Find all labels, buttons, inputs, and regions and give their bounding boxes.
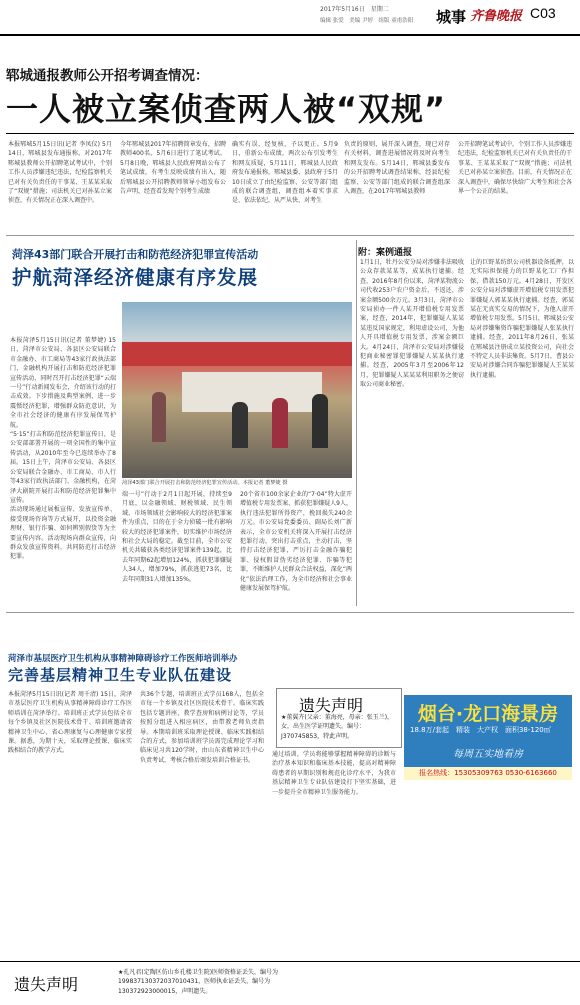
lead-column-3: 确实有误，经复核，予以更正。5月9日，重新公布成绩，两次公布引发考生和网友质疑，5月11日，郓城县人民政府发布通报称，郓城县委、县政府于5月10日成立了由纪检监察、公安等部门组成的联合调查组，调查组本着实事求是、依法依纪，从严从快、对考生 [232, 141, 338, 205]
story2-paragraph: “5·15”打击和防范经济犯罪宣传日，是公安部部署开展的一项全国性的集中宣传活动，从2010年至今已连续举办了8届。15日上午，菏泽市公安局、各县区公安局联合金融办、市工商局、市人行等43家行政执法部门、金融机构，在菏泽大剧院开展打击和防范经济犯罪集中宣传。 [10, 431, 116, 504]
person-figure [272, 398, 288, 448]
column-rule [356, 240, 357, 606]
page-number: C03 [530, 5, 556, 21]
ad-phone: 报名热线：15305309763 0530-6163660 [404, 767, 572, 780]
bottom-rule [0, 961, 580, 962]
realestate-ad [404, 695, 572, 780]
person-figure [312, 394, 328, 448]
page-header [0, 0, 580, 36]
lost-notice-title: 遗失声明 [299, 696, 364, 715]
section-divider [6, 612, 574, 613]
story2-column-1: 本报菏泽5月15日讯(记者 董梦婕) 15日，菏泽市公安局、各县区公安局联合市金融办、市工商局等43家行政执法部门，金融机构开展打击和防范经济犯罪宣传活动，同时召开打击经济犯罪“云端一号”行动新闻发布会，介绍该行动的打击成效。下步措施及典型案例，进一步震慑经济犯罪，增强群众防范意识，为全市社会经济的健康有序发展保驾护航。 “5·15”打击和防范经济犯罪宣传日，是公安部部署开展的一项全国性的集中宣传活动，从2010年至今已连续举办了8届。15日上午，菏泽市公安局、各县区公安局联合金融办、市工商局、市人行等43家行政执法部门、金融机构，在菏泽大剧院开展打击和防范经济犯罪集中宣传。 活动现场通过展板宣传、发放宣传单、接受现场咨询等方式展开，以投资金融理财、银行诈骗、如何辨别假货等为主要宣传内容。活动现场向群众宣传，向群众发放宣传资料，共同防范打击经济犯罪。 [10, 337, 116, 561]
section-divider [6, 235, 574, 236]
lost-notice-title-2: 遗失声明 [14, 975, 79, 994]
story2-column-hidden-a [10, 520, 11, 521]
lost-notice-box [276, 688, 402, 748]
story3-column-1: 本报菏泽5月15日讯(记者 周千清) 15日，菏泽市基层医疗卫生机构从事精神障碍诊疗工作医师培训在菏泽举行。培训班正式学员包括全市每个乡镇及社区医院技术骨干、培训班邀请省精神卫生中心、省心理康复与心理健康专家授课。据悉，为期十天，采取理论授课、临床实践相结合的教学方式。 [8, 691, 132, 755]
person-figure [152, 392, 166, 442]
story2-subtitle: 菏泽43部门联合开展打击和防范经济犯罪宣传活动 [12, 248, 259, 261]
attachment-column-2: 让的巨野某纺织公司机器设备抵押，以无实际担保能力的巨野某化工厂作担保，借款150万元。4月28日，开发区公安分局对涉嫌虚开增值税专用发票犯罪嫌疑人郭某某执行逮捕。经查，郭某某在无真实交易的情况下，为他人虚开增值税专用发票。5月5日，郓城县公安局对涉嫌集资诈骗犯罪嫌疑人张某执行逮捕。经查，2011年8月26日，张某在郓城县注册成立某投资公司，向社会不特定人员非法集资。5月7日，曹县公安局对涉嫌合同诈骗犯罪嫌疑人王某某执行逮捕。 [470, 259, 574, 379]
attachment-title: 附：案例通报 [358, 248, 413, 258]
story3-headline: 完善基层精神卫生专业队伍建设 [8, 666, 233, 684]
lead-column-4: 负责的原则，展开深入调查，现已对存有关材料，调查进展情况将及时向考生和网友发布。5月14日，郓城县委发布的公开招聘考试调查结果称，经县纪检监察、公安等部门组成的联合调查组深入调查，在2017年郓城县教师 [344, 141, 450, 196]
newspaper-logo: 齐鲁晚报 [470, 9, 523, 24]
story3-column-2: 共36个专题，培训班正式学员168人，包括全市每一个乡镇及社区医院技术骨干。临床实践包括专题讲座、教学查房和病例讨论等，学员按照分组进入相应病区，由带教老师负责指导。本期培训班采取理论授课、临床实践相结合的方式，参加培训班学员需完成理论学习和临床见习共120学时，由山东省精神卫生中心负责考试，考核合格后颁发培训合格证书。 [140, 691, 264, 764]
header-rule [0, 34, 580, 36]
lead-column-5: 公开招聘笔试考试中，个别工作人员涉嫌违纪违法，纪检监察机关已对有关负责任的干事某、王某某采取了“双规”措施；司法机关已对孙某立案侦查。目前，有关情况正在深入调查中，确保尽快给广大考生和社会各界一个公正的结果。 [458, 141, 572, 196]
lead-subtitle: 郓城通报教师公开招考调查情况： [6, 68, 209, 84]
story2-extra [10, 612, 11, 613]
section-name: 城事 [436, 8, 467, 26]
lost-notice-body-2: ★孔凡君(定陶区仿山乡孔楼卫生院)医师资格证丢失，编号为199837130372037010431，医师执业证丢失，编号为130372923000015，声明遗失。 [118, 969, 279, 995]
ad-subtitle: 18.8万/套起 精装 大产权 面积38-120㎡ [410, 726, 551, 734]
lost-notice-body: ★董翼卉(父亲：董海亮，母亲：张玉兰)，女，出生医学证明遗失，编号：J370745853，特此声明。 [281, 714, 394, 740]
attachment-column-1: 1月1日，牡丹公安分局对涉嫌非法吸收公众存款某某等，成某执行逮捕。经查，2016年8月份以来，菏泽某物流公司代收253户农户资金后，不返还，涉案金额500余万元。3月3日，菏泽市公安局侦办一件人某开增值税专用发票案，经查，2014年，犯罪嫌疑人某某某违反国家规定，利用虚设公司，为他人开具增值税专用发票，涉案金额巨大。4月24日，菏泽市公安局对涉嫌侵犯商业秘密罪犯罪嫌疑人某某执行逮捕。经查，2005年3月至2006年12月，犯罪嫌疑人某某某利用职务之便窃取公司商业秘密。 [360, 259, 464, 389]
display-boards [182, 372, 322, 412]
editor-credits: 编辑 张爱 美编 尹婷 组版 童甫浩阳 [320, 18, 414, 24]
photo-caption: 菏泽43部门联合开展打击和防范经济犯罪宣传活动。本报记者 董梦婕 摄 [122, 480, 288, 486]
lead-column-2: 今年郓城县2017年招聘简章发布，招聘教师400名，5月6日进行了笔试考试。5月8日晚，郓城县人民政府网站公布了笔试成绩，有考生反映成绩有出入，随后郓城县公开招聘教师领导小组发布公告声明，经查看发现个别考生成绩 [120, 141, 226, 196]
lead-headline: 一人被立案侦查两人被“双规” [6, 90, 447, 128]
lead-column-1: 本报郓城5月15日讯(记者 李凤仪) 5月14日，郓城县发布通报称，对2017年郓城县教师公开招聘笔试考试中，个别工作人员涉嫌违纪违法，纪检监察机关已对有关负责任的干事某、王某某采取了“双规”措施；司法机关已对孙某立案侦查，有关情况正在深入调查中。 [8, 141, 112, 205]
ad-tagline: 每周五实地看房 [453, 749, 523, 760]
issue-date: 2017年5月16日 星期二 [320, 6, 389, 13]
story3-subtitle: 菏泽市基层医疗卫生机构从事精神障碍诊疗工作医师培训举办 [8, 654, 238, 664]
red-tent [122, 342, 352, 366]
story2-paragraph: 活动现场通过展板宣传、发放宣传单、接受现场咨询等方式展开，以投资金融理财、银行诈骗、如何辨别假货等为主要宣传内容。活动现场向群众宣传，向群众发放宣传资料，共同防范打击经济犯罪。 [10, 506, 116, 561]
story2-headline: 护航菏泽经济健康有序发展 [12, 266, 259, 289]
story2-column-3: 20个省市100余家企业的“7·04”特大虚开增值税专用发票案、抓获犯罪嫌疑人9人，执行违法犯罪所得资产，挽回损失240余万元。市公安局党委委员、副局长刘广新表示，全市公安机关将深入开展打击经济犯罪行动，突出打击重点，主动打击，坚持打击经济犯罪，严厉打击金融诈骗犯罪、侵权假冒伪劣经济犯罪、诈骗等犯罪，不断维护人民群众合法权益，深化“两化”依法治理工作，为全市经济和社会事业健康发展保驾护航。 [240, 491, 352, 593]
person-figure [232, 402, 248, 448]
lost-notice-box-2 [8, 964, 572, 1002]
news-photo [122, 302, 352, 478]
ad-title: 烟台·龙口海景房 [417, 703, 559, 725]
story3-column-3: 通过培训，学员将能够掌握精神障碍的诊断与治疗基本知识和临床基本技能，提高对精神障碍患者的早期识别和规范化诊疗水平，为我市基层精神卫生专业队伍建设打下坚实基础，进一步提升全市精神卫生服务能力。 [272, 751, 396, 796]
lead-divider [6, 133, 574, 134]
story2-column-2: 端一号”行动于2月1日起开展，持续至9月底，以金融领域、财税领域、民生领域、市场领域社会影响较大的经济犯罪案件为重点，目的在于全力侦破一批有影响较大的经济犯罪案件，切实维护市场经济和社会大局的稳定。截至目前，全市公安机关共破获各类经济犯罪案件139起，比去年同期62起增加124%，抓获犯罪嫌疑人34人，增加79%，抓获逃犯73名，比去年同期31人增加135%。 [122, 491, 232, 583]
